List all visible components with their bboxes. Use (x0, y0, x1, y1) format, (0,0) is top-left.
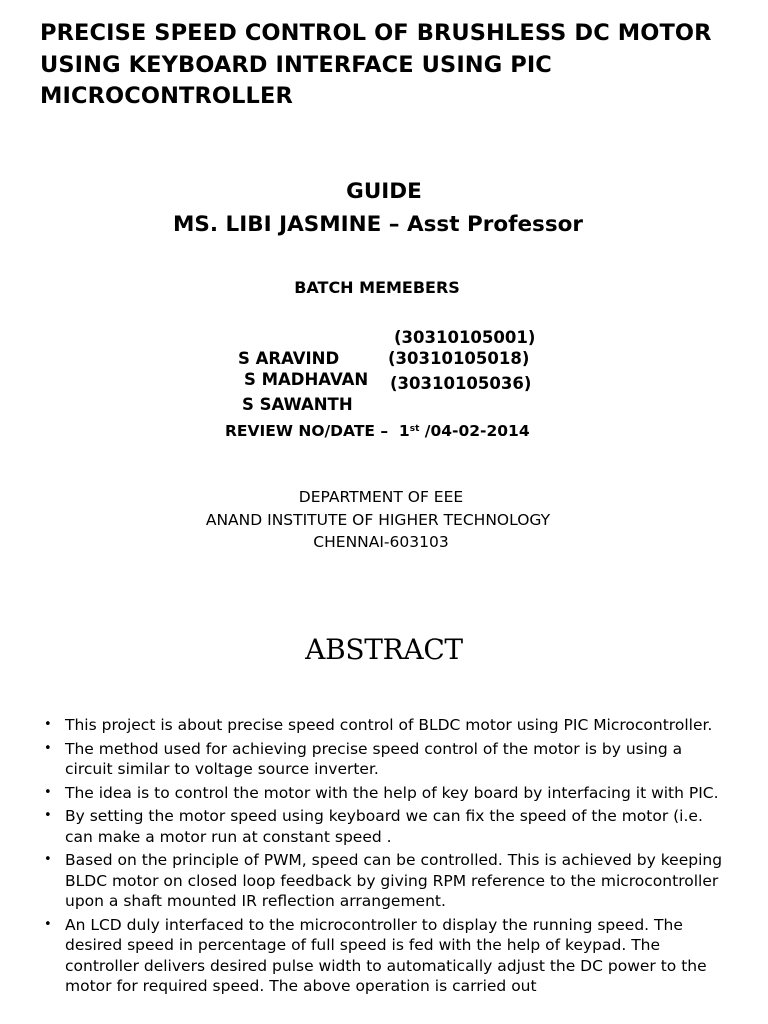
list-item (44, 715, 734, 736)
bullet-text: This project is about precise speed control of BLDC motor using PIC Microcontroller. (65, 716, 713, 734)
member-name: S MADHAVAN (243, 370, 369, 389)
review-label: REVIEW NO/DATE – 1 (225, 422, 410, 440)
bullet-text: The idea is to control the motor with the help of key board by interfacing it with PIC. (65, 783, 719, 802)
bullet-icon: • (44, 808, 52, 823)
member-roll-number: (30310105018) (388, 349, 530, 368)
review-date (225, 421, 530, 441)
bullet-text: The method used for achieving precise speed control of the motor is by using a circuit similar to voltage source inverter. (65, 739, 683, 778)
member-name: S SAWANTH (241, 395, 353, 414)
list-item (44, 806, 734, 847)
member-roll-number: (30310105001) (394, 328, 536, 347)
bullet-icon: • (44, 717, 52, 732)
member-roll-number: (30310105036) (390, 374, 532, 393)
list-item (44, 739, 734, 780)
bullet-icon: • (44, 852, 52, 867)
batch-members-heading: BATCH MEMEBERS (294, 278, 460, 297)
bullet-text: Based on the principle of PWM, speed can be controlled. This is achieved by keeping BLDC motor on closed loop feedback by giving RPM reference to the microcontroller upon a shaft mounted IR reflection arrangement. (65, 851, 723, 910)
project-title: PRECISE SPEED CONTROL OF BRUSHLESS DC MOTOR USING KEYBOARD INTERFACE USING PIC MICROCONTROLLER (40, 20, 712, 109)
abstract-heading: ABSTRACT (305, 633, 463, 666)
guide-heading: GUIDE (346, 179, 422, 204)
bullet-icon: • (44, 784, 52, 800)
institute-city: CHENNAI-603103 (313, 533, 449, 551)
abstract-bullet-list (44, 715, 734, 1000)
bullet-text: An LCD duly interfaced to the microcontroller to display the running speed. The desired speed in percentage of full speed is fed with the help of keypad. The controller delivers desired pulse width to automatically adjust the DC power to the motor for required speed. The above operation is carried out (65, 915, 707, 995)
list-item (44, 915, 734, 997)
review-ordinal-suffix: st (409, 424, 420, 434)
member-name: S ARAVIND (237, 349, 340, 368)
list-item (44, 783, 734, 804)
list-item (44, 850, 734, 912)
bullet-icon: • (44, 916, 52, 932)
review-date-value: /04-02-2014 (419, 422, 530, 440)
bullet-text: By setting the motor speed using keyboard we can fix the speed of the motor (i.e. can make a motor run at constant speed . (65, 807, 703, 846)
guide-name: MS. LIBI JASMINE – Asst Professor (172, 212, 584, 237)
institute-name: ANAND INSTITUTE OF HIGHER TECHNOLOGY (205, 510, 551, 529)
department-name: DEPARTMENT OF EEE (298, 488, 464, 506)
bullet-icon: • (44, 740, 52, 756)
